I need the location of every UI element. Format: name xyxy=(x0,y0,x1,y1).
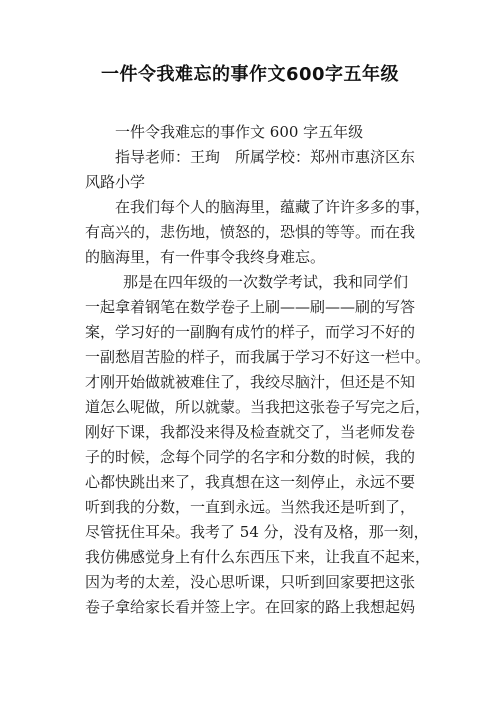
paragraph-2-line: 尽管抚住耳朵。我考了 54 分，没有及格，那一刻， xyxy=(85,523,429,541)
paragraph-2-line: 心都快跳出来了，我真想在这一刻停止，永远不要 xyxy=(85,473,416,491)
document-title: 一件令我难忘的事作文600字五年级 xyxy=(100,64,400,85)
byline-line-cont: 风路小学 xyxy=(85,173,146,191)
subtitle-line: 一件令我难忘的事作文 600 字五年级 xyxy=(115,123,364,141)
paragraph-2-line: 那是在四年级的一次数学考试，我和同学们 xyxy=(123,273,409,291)
paragraph-1-line: 有高兴的，悲伤地，愤怒的，恐惧的等等。而在我 xyxy=(85,223,416,241)
paragraph-2-line: 因为考的太差，没心思听课，只听到回家要把这张 xyxy=(85,573,416,591)
paragraph-2-line: 刚好下课，我都没来得及检查就交了，当老师发卷 xyxy=(85,423,416,441)
document-body xyxy=(85,120,433,620)
paragraph-2-line: 一副愁眉苦脸的样子，而我属于学习不好这一栏中。 xyxy=(85,348,431,366)
paragraph-2-line: 我仿佛感觉身上有什么东西压下来，让我直不起来， xyxy=(85,548,431,566)
paragraph-2-line: 子的时候，念每个同学的名字和分数的时候，我的 xyxy=(85,448,416,466)
paragraph-2-line: 卷子拿给家长看并签上字。在回家的路上我想起妈 xyxy=(85,598,416,616)
paragraph-1-line: 的脑海里，有一件事令我终身难忘。 xyxy=(85,248,326,266)
paragraph-2-line: 才刚开始做就被难住了，我绞尽脑汁，但还是不知 xyxy=(85,373,416,391)
paragraph-1-line: 在我们每个人的脑海里，蕴藏了许许多多的事， xyxy=(115,198,431,216)
paragraph-2-line: 一起拿着钢笔在数学卷子上刷——刷——刷的写答 xyxy=(85,298,416,316)
byline-line: 指导老师：王珣 所属学校：郑州市惠济区东 xyxy=(115,148,416,166)
paragraph-2-line: 案，学习好的一副胸有成竹的样子，而学习不好的 xyxy=(85,323,416,341)
paragraph-2-line: 听到我的分数，一直到永远。当然我还是听到了， xyxy=(85,498,416,516)
paragraph-2-line: 道怎么呢做，所以就蒙。当我把这张卷子写完之后， xyxy=(85,398,431,416)
